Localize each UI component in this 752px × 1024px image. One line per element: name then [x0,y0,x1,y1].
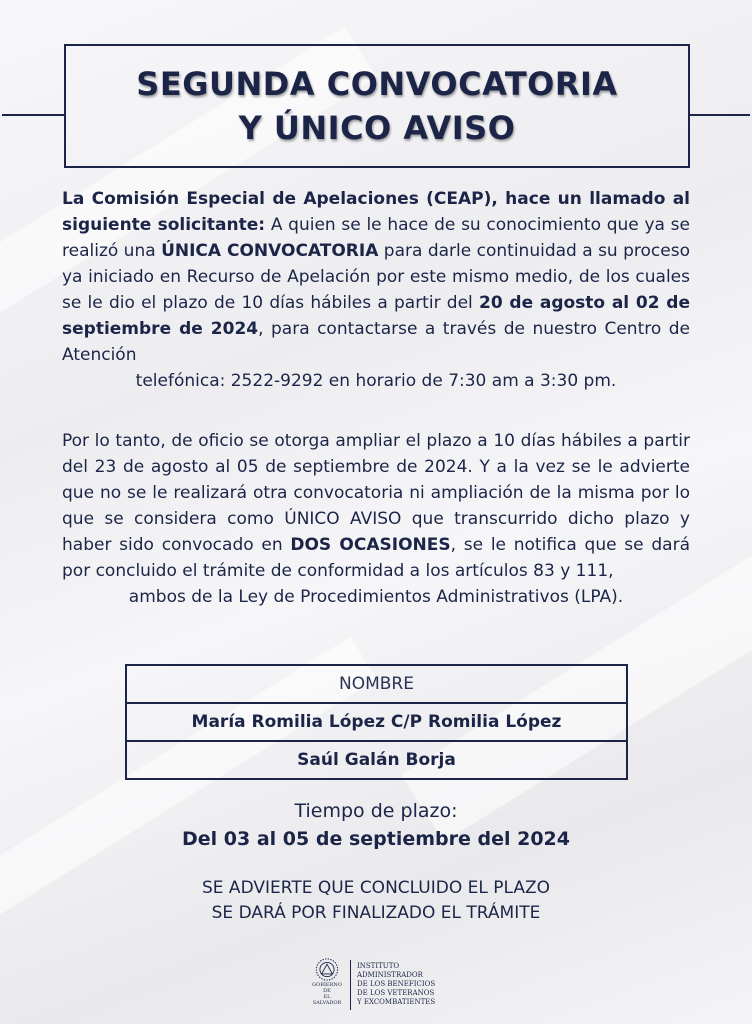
seal-icon [314,958,340,981]
title-box [64,44,690,168]
title-line-2: Y ÚNICO AVISO [238,109,516,147]
logo-divider [350,960,351,1010]
p2-text-a: Por lo tanto, de oficio se otorga ampliar el plazo a 10 días hábiles a partir del 23 de agosto al 05 de septiembre de 2024. Y a la vez se le advierte que no se le realizará otra convocatoria ni ampliación de la misma por lo que se considera como ÚNICO AVISO que transcurrido dicho plazo y haber sido convocado en [62,431,690,555]
title-rule-right [688,114,750,116]
government-seal [310,958,344,1006]
paragraph-1 [62,186,690,394]
p1-text-b: para darle continuidad a su proceso ya iniciado en Recurso de Apelación por este mismo medio, de los cuales se le dio el plazo de 10 días hábiles a partir del [62,241,690,313]
p1-bold-unica: ÚNICA CONVOCATORIA [161,241,379,261]
footer-logo [310,958,435,1010]
intro-bold: La Comisión Especial de Apelaciones (CEAP), hace un llamado al siguiente solicitante: [62,189,690,235]
p1-text-c: , para contactarse a través de nuestro Centro de Atención [62,319,690,365]
warning-text [0,876,752,926]
title-line-1: SEGUNDA CONVOCATORIA [136,65,618,103]
institution-name: INSTITUTO ADMINISTRADOR DE LOS BENEFICIOS DE LOS VETERANOS Y EXCOMBATIENTES [357,962,436,1006]
p2-last-line: ambos de la Ley de Procedimientos Administrativos (LPA). [128,587,624,607]
warning-line-2: SE DARÁ POR FINALIZADO EL TRÁMITE [211,903,541,923]
paragraph-2 [62,428,690,610]
table-row: María Romilia López C/P Romilia López [127,702,626,740]
warning-line-1: SE ADVIERTE QUE CONCLUIDO EL PLAZO [202,878,550,898]
deadline-dates: Del 03 al 05 de septiembre del 2024 [182,828,570,850]
names-table [125,664,628,780]
p1-bold-dates: 20 de agosto al 02 de septiembre de 2024 [62,293,690,339]
p2-bold-ocasiones: DOS OCASIONES [290,535,451,555]
table-header: NOMBRE [339,674,414,694]
seal-caption: GOBIERNO DE EL SALVADOR [312,982,342,1006]
deadline-label: Tiempo de plazo: [294,800,458,822]
p1-last-line: telefónica: 2522-9292 en horario de 7:30 am a 3:30 pm. [135,371,617,391]
table-row: Saúl Galán Borja [127,740,626,778]
title-rule-left [2,114,66,116]
p1-text-a: A quien se le hace de su conocimiento que ya se realizó una [62,215,690,261]
p2-text-b: , se le notifica que se dará por concluido el trámite de conformidad a los artículos 83 y 111, [62,535,690,581]
